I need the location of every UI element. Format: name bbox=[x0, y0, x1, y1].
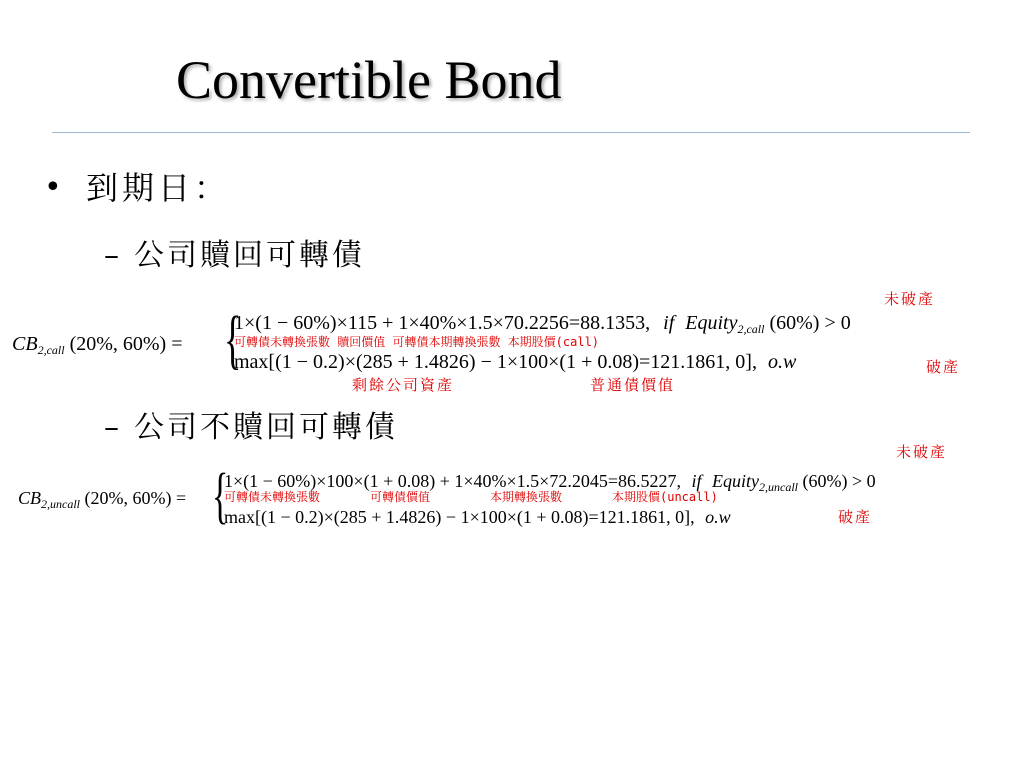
formula-call-row2 bbox=[234, 351, 796, 373]
annotation-bankrupt-call: 破產 bbox=[926, 358, 961, 376]
row1-condition: (60%) > 0 bbox=[802, 471, 876, 491]
dash-marker-uncall: – bbox=[104, 410, 119, 445]
row1-if: if bbox=[691, 471, 702, 491]
dash-marker-call: – bbox=[104, 238, 119, 273]
annotation-row1-labels-call: 可轉債未轉換張數 贖回價值 可轉債本期轉換張數 本期股價(call) bbox=[234, 335, 600, 349]
section-heading-uncall: 公司不贖回可轉債 bbox=[134, 410, 398, 445]
row1-if: if bbox=[663, 312, 675, 334]
row1-equity-subscript: 2,call bbox=[737, 322, 765, 336]
lhs-cb-symbol: CB bbox=[12, 333, 38, 355]
left-brace: { bbox=[224, 303, 242, 376]
lhs-subscript: 2,uncall bbox=[41, 497, 81, 511]
lhs-subscript: 2,call bbox=[37, 343, 65, 357]
formula-uncall-row2 bbox=[224, 506, 731, 528]
row1-expression: 1×(1 − 60%)×115 + 1×40%×1.5×70.2256=88.1353, bbox=[234, 312, 651, 334]
annotation-uncall-label-3: 本期轉換張數 bbox=[490, 490, 563, 504]
formula-call-lhs bbox=[12, 333, 182, 361]
annotation-residual-assets: 剩餘公司資產 bbox=[352, 376, 455, 394]
annotation-not-bankrupt-call: 未破產 bbox=[884, 290, 936, 308]
slide-title: Convertible Bond bbox=[176, 50, 562, 110]
annotation-uncall-label-1: 可轉債未轉換張數 bbox=[224, 490, 321, 504]
bullet-maturity-date: 到期日： bbox=[86, 169, 231, 207]
annotation-not-bankrupt-uncall: 未破產 bbox=[896, 443, 948, 461]
annotation-common-debt-value: 普通債價值 bbox=[590, 376, 676, 394]
left-brace: { bbox=[212, 462, 229, 530]
bullet-marker: • bbox=[44, 170, 62, 205]
section-heading-call: 公司贖回可轉債 bbox=[134, 238, 365, 273]
row2-expression: max[(1 − 0.2)×(285 + 1.4826) − 1×100×(1 + 0.08)=121.1861, 0], bbox=[234, 351, 757, 373]
title-divider bbox=[52, 132, 970, 133]
row1-equity: Equity bbox=[685, 312, 738, 334]
row2-otherwise: o.w bbox=[767, 351, 797, 373]
annotation-uncall-label-4: 本期股價(uncall) bbox=[612, 490, 718, 504]
lhs-arguments: (20%, 60%) = bbox=[84, 488, 187, 508]
annotation-uncall-label-2: 可轉債價值 bbox=[370, 490, 431, 504]
formula-uncall-lhs bbox=[18, 487, 186, 515]
row2-otherwise: o.w bbox=[705, 507, 731, 527]
lhs-cb-symbol: CB bbox=[18, 488, 42, 508]
row1-equity-subscript: 2,uncall bbox=[759, 480, 798, 494]
row1-condition: (60%) > 0 bbox=[769, 312, 851, 334]
lhs-arguments: (20%, 60%) = bbox=[69, 333, 183, 355]
row2-expression: max[(1 − 0.2)×(285 + 1.4826) − 1×100×(1 + 0.08)=121.1861, 0], bbox=[224, 507, 695, 527]
row1-equity: Equity bbox=[712, 471, 759, 491]
annotation-bankrupt-uncall: 破產 bbox=[838, 508, 873, 526]
row1-expression: 1×(1 − 60%)×100×(1 + 0.08) + 1×40%×1.5×72.2045=86.5227, bbox=[224, 471, 681, 491]
